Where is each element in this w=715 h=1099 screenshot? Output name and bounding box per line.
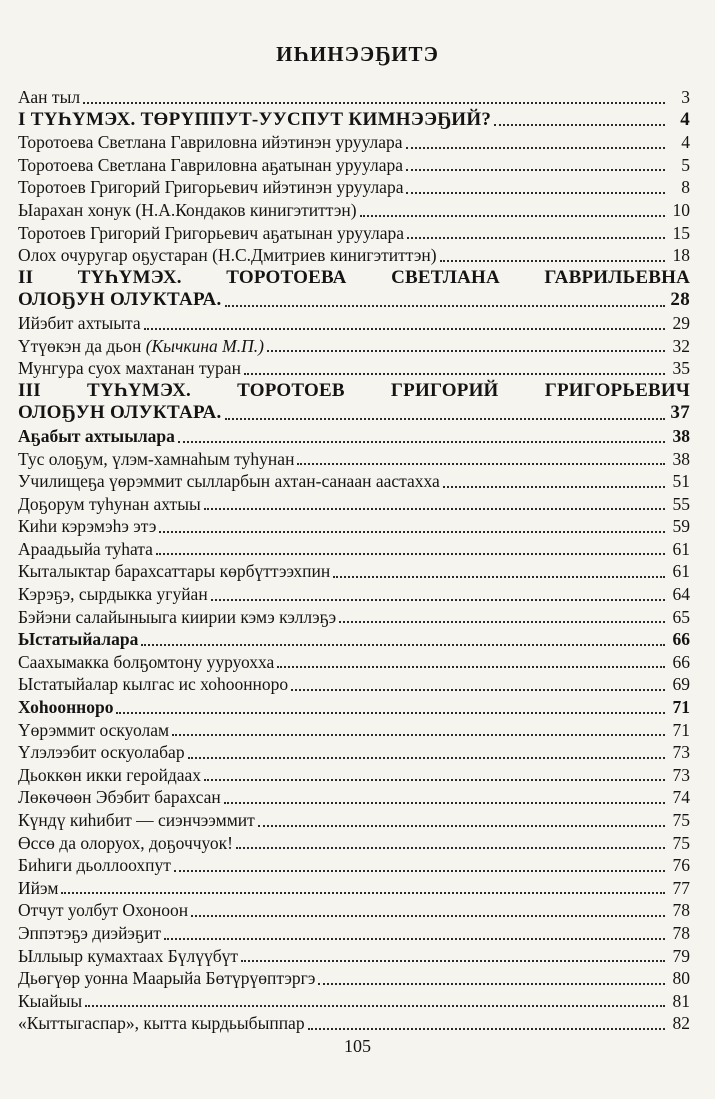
toc-entry-page: 73	[672, 764, 690, 785]
dot-leader	[407, 231, 665, 239]
toc-entry	[18, 312, 690, 335]
dot-leader	[178, 435, 665, 443]
dot-leader	[204, 773, 665, 781]
toc-entry-label: Үлэлээбит оскуолабар	[18, 742, 185, 763]
dot-leader	[61, 886, 665, 894]
toc-entry	[18, 583, 690, 606]
dot-leader	[141, 638, 665, 646]
toc-entry-label: «Кыттыгаспар», кытта кырдьыбыппар	[18, 1013, 305, 1034]
dot-leader	[236, 841, 665, 849]
toc-entry	[18, 335, 690, 358]
dot-leader	[172, 728, 665, 736]
dot-leader	[204, 502, 665, 510]
toc-entry-label: Ыарахан хонук (Н.А.Кондаков кинигэтиттэн)	[18, 199, 357, 220]
page-title: ИҺИНЭЭҔИТЭ	[276, 42, 439, 66]
toc-entry	[18, 131, 690, 154]
toc-entry-author: (Кычкина М.П.)	[145, 335, 264, 356]
toc-entry-label: III ТҮҺҮМЭХ. ТОРОТОЕВ ГРИГОРИЙ ГРИГОРЬЕВИЧ	[18, 379, 690, 401]
toc-entry-label: Аан тыл	[18, 87, 81, 107]
toc-entry	[18, 990, 690, 1013]
toc-entry	[18, 696, 690, 719]
toc-entry-page: 76	[672, 855, 690, 876]
toc-entry-page: 51	[672, 471, 690, 492]
toc-entry-page: 61	[672, 561, 690, 582]
dot-leader	[318, 977, 665, 985]
toc-entry	[18, 109, 690, 132]
toc-entry	[18, 832, 690, 855]
toc-entry	[18, 493, 690, 516]
dot-leader	[244, 367, 665, 375]
toc-entry	[18, 244, 690, 267]
toc-entry-page: 66	[672, 629, 690, 650]
toc-entry-page: 59	[672, 516, 690, 537]
toc-entry-label: Араадьыйа туһата	[18, 538, 153, 559]
dot-leader	[443, 480, 665, 488]
dot-leader	[494, 118, 665, 126]
toc-entry-label: Кэрэҕэ, сырдыкка угуйан	[18, 584, 208, 605]
toc-entry	[18, 470, 690, 493]
toc-entry-page: 8	[681, 177, 690, 198]
toc-entry	[18, 741, 690, 764]
toc-entry-page: 65	[672, 606, 690, 627]
toc-entry	[18, 289, 690, 312]
dot-leader	[224, 796, 665, 804]
toc-entry-page: 37	[670, 402, 690, 424]
toc-entry-page: 73	[672, 742, 690, 763]
toc-entry	[18, 176, 690, 199]
toc-entry	[18, 267, 690, 290]
toc-entry	[18, 899, 690, 922]
toc-entry	[18, 922, 690, 945]
toc-entry-page: 38	[672, 448, 690, 469]
toc-entry	[18, 628, 690, 651]
toc-entry-page: 3	[681, 87, 690, 107]
toc-entry-label: Күндү киһибит — сиэнчээммит	[18, 810, 255, 830]
toc-entry-page: 75	[672, 832, 690, 853]
toc-entry-page: 64	[672, 584, 690, 605]
dot-leader	[188, 751, 665, 759]
toc-entry-page: 5	[681, 154, 690, 175]
toc-entry-label: Доҕорум туһунан ахтыы	[18, 493, 201, 514]
toc-entry	[18, 357, 690, 380]
dot-leader	[297, 457, 665, 465]
dot-leader	[164, 932, 665, 940]
toc-entry-page: 38	[672, 425, 690, 446]
dot-leader	[406, 163, 665, 171]
toc-entry-label: Торотоев Григорий Григорьевич ийэтинэн уруулара	[18, 177, 404, 198]
toc-entry-label: Олох очуругар оҕустаран (Н.С.Дмитриев кинигэтиттэн)	[18, 245, 437, 266]
toc-entry	[18, 673, 690, 696]
toc-entry	[18, 448, 690, 471]
toc-entry-page: 79	[672, 945, 690, 966]
toc-entry-label: Отчут уолбут Охоноон	[18, 900, 189, 921]
dot-leader	[156, 547, 665, 555]
toc-entry	[18, 86, 690, 109]
toc-entry-label: Кыайыы	[18, 990, 83, 1011]
toc-entry	[18, 967, 690, 990]
dot-leader	[211, 593, 665, 601]
toc-entry	[18, 425, 690, 448]
table-of-contents	[18, 86, 690, 1035]
dot-leader	[291, 683, 665, 691]
toc-entry-label: ОЛОҔУН ОЛУКТАРА.	[18, 289, 222, 311]
toc-entry-page: 15	[672, 222, 690, 243]
toc-entry	[18, 1012, 690, 1035]
dot-leader	[116, 706, 665, 714]
toc-entry	[18, 854, 690, 877]
toc-entry	[18, 719, 690, 742]
toc-entry-label: Дьөгүөр уонна Маарыйа Бөтүрүөптэргэ	[18, 968, 316, 989]
toc-entry	[18, 199, 690, 222]
toc-entry-label: Ыстатыйалара	[18, 629, 139, 650]
dot-leader	[267, 344, 665, 352]
dot-leader	[225, 412, 665, 420]
dot-leader	[360, 209, 665, 217]
toc-entry-label: II ТҮҺҮМЭХ. ТОРОТОЕВА СВЕТЛАНА ГАВРИЛЬЕВНА	[18, 266, 690, 288]
toc-entry-page: 66	[672, 651, 690, 672]
toc-entry	[18, 764, 690, 787]
dot-leader	[241, 954, 665, 962]
toc-entry	[18, 809, 690, 832]
toc-entry-page: 74	[672, 787, 690, 808]
dot-leader	[440, 254, 665, 262]
toc-entry-label: Торотоев Григорий Григорьевич аҕатынан уруулара	[18, 222, 404, 243]
toc-entry	[18, 380, 690, 403]
dot-leader	[174, 864, 665, 872]
dot-leader	[277, 660, 665, 668]
toc-entry-page: 55	[672, 493, 690, 514]
dot-leader	[144, 322, 665, 330]
toc-entry-page: 78	[672, 922, 690, 943]
dot-leader	[83, 96, 665, 104]
toc-entry-label: Үтүөкэн да дьон	[18, 335, 142, 356]
toc-entry-page: 28	[670, 289, 690, 311]
toc-entry-label: Мунгура суох махтанан туран	[18, 358, 241, 379]
toc-entry-label: Ийэбит ахтыыта	[18, 312, 141, 333]
dot-leader	[85, 999, 665, 1007]
toc-entry	[18, 154, 690, 177]
dot-leader	[225, 299, 665, 307]
toc-entry-label: Саахымакка болҕомтону ууруохха	[18, 651, 275, 672]
toc-entry	[18, 786, 690, 809]
toc-entry-page: 4	[680, 108, 690, 130]
toc-entry-label: Торотоева Светлана Гавриловна аҕатынан уруулара	[18, 154, 404, 175]
toc-entry-page: 71	[672, 697, 690, 718]
dot-leader	[258, 819, 665, 827]
toc-entry-label: I ТҮҺҮМЭХ. ТӨРҮППУТ-УУСПУТ КИМНЭЭҔИЙ?	[18, 108, 492, 130]
toc-entry	[18, 877, 690, 900]
toc-entry-label: Ыллыыр кумахтаах Бүлүүбүт	[18, 945, 239, 966]
toc-entry-label: Өссө да олоруох, доҕоччуок!	[18, 832, 233, 853]
toc-entry-page: 80	[672, 968, 690, 989]
toc-entry-label: Бэйэни салайыныыга киирии кэмэ кэллэҕэ	[18, 606, 337, 627]
toc-entry-page: 77	[672, 877, 690, 898]
dot-leader	[191, 909, 665, 917]
toc-entry-page: 71	[672, 719, 690, 740]
toc-entry	[18, 560, 690, 583]
toc-entry-label: Училищеҕа үөрэммит сылларбын ахтан-санаан аастахха	[18, 471, 440, 492]
dot-leader	[159, 525, 665, 533]
dot-leader	[308, 1022, 665, 1030]
toc-entry-label: Дьоккөн икки геройдаах	[18, 764, 202, 785]
toc-entry-label: Торотоева Светлана Гавриловна ийэтинэн уруулара	[18, 132, 403, 153]
toc-entry	[18, 222, 690, 245]
toc-entry-label: ОЛОҔУН ОЛУКТАРА.	[18, 402, 222, 424]
toc-entry-page: 35	[672, 358, 690, 379]
dot-leader	[333, 570, 665, 578]
toc-entry	[18, 538, 690, 561]
toc-entry-label: Лөкөчөөн Эбэбит барахсан	[18, 787, 221, 808]
toc-entry-page: 29	[672, 312, 690, 333]
dot-leader	[339, 615, 665, 623]
toc-entry-label: Ийэм	[18, 877, 59, 898]
dot-leader	[406, 186, 665, 194]
toc-entry-label: Киһи кэрэмэһэ этэ	[18, 516, 157, 537]
toc-entry-page: 81	[672, 990, 690, 1011]
toc-entry-page: 10	[672, 199, 690, 220]
toc-entry-label: Кыталыктар барахсаттары көрбүттээхпин	[18, 561, 331, 582]
toc-entry-label: Аҕабыт ахтыылара	[18, 425, 175, 446]
toc-entry-label: Эппэтэҕэ диэйэҕит	[18, 922, 161, 943]
toc-entry	[18, 402, 690, 425]
toc-entry	[18, 515, 690, 538]
toc-entry-page: 61	[672, 538, 690, 559]
toc-entry-label: Тус олоҕум, үлэм-хамнаһым туһунан	[18, 448, 295, 469]
toc-entry-label: Биһиги дьоллоохпут	[18, 855, 171, 876]
toc-entry	[18, 606, 690, 629]
toc-entry-label: Хоһоонноро	[18, 697, 114, 718]
toc-entry-page: 82	[672, 1013, 690, 1034]
toc-entry-page: 69	[672, 674, 690, 695]
toc-entry-label: Ыстатыйалар кылгас ис хоһоонноро	[18, 674, 289, 695]
toc-entry-page: 4	[681, 132, 690, 153]
toc-entry-page: 75	[672, 810, 690, 830]
toc-entry	[18, 651, 690, 674]
toc-entry-page: 32	[672, 335, 690, 356]
dot-leader	[406, 141, 665, 149]
toc-entry-page: 78	[672, 900, 690, 921]
toc-entry	[18, 945, 690, 968]
toc-entry-label: Үөрэммит оскуолам	[18, 719, 170, 740]
toc-entry-page: 18	[672, 245, 690, 266]
page-number: 105	[344, 1036, 371, 1056]
